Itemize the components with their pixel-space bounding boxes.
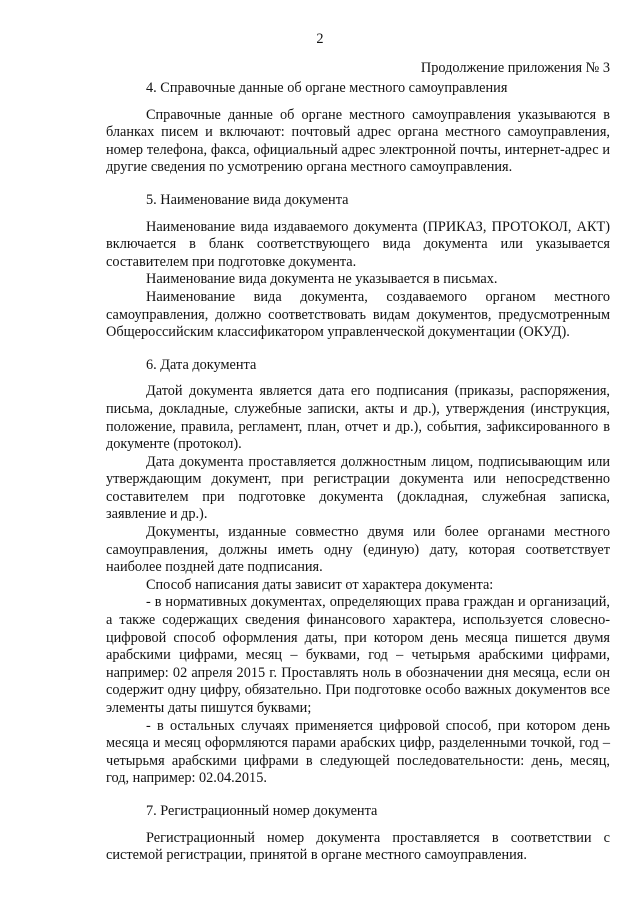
paragraph: Наименование вида документа, создаваемого органом местного самоуправления, должно соответствовать видам документов, предусмотренным Общероссийским классификатором управленческой документации (ОКУД). [106, 288, 610, 341]
paragraph: Способ написания даты зависит от характера документа: [146, 576, 494, 593]
page-number: 2 [316, 31, 324, 47]
section-heading: 7. Регистрационный номер документа [146, 802, 378, 819]
section-document-type [106, 192, 610, 342]
paragraph: Регистрационный номер документа проставляется в соответствии с системой регистрации, принятой в органе местного самоуправления. [106, 829, 610, 864]
paragraph: Наименование вида издаваемого документа (ПРИКАЗ, ПРОТОКОЛ, АКТ) включается в бланк соответствующего вида документа или указывается составителем при подготовке документа. [106, 218, 610, 270]
section-reference-data [106, 80, 610, 177]
paragraph: Справочные данные об органе местного самоуправления указываются в бланках писем и включают: почтовый адрес органа местного самоуправления, номер телефона, факса, официальный адрес электронной почты, интернет-адрес и другие сведения по усмотрению органа местного самоуправления. [106, 106, 610, 176]
section-document-date [106, 357, 610, 788]
document-body [106, 80, 610, 865]
list-item: - в нормативных документах, определяющих права граждан и организаций, а также содержащих сведения финансового характера, используется словесно-цифровой способ оформления даты, при котором день месяца пишется двумя арабскими цифрами, месяц – буквами, год – четырьмя арабскими цифрами, например: 02 апреля 2015 г. Проставлять ноль в обозначении дня месяца, если он содержит одну цифру, обязательно. При подготовке особо важных документов все элементы даты пишутся буквами; [106, 594, 610, 716]
section-heading: 5. Наименование вида документа [146, 191, 349, 208]
section-heading: 6. Дата документа [146, 356, 257, 373]
paragraph: Дата документа проставляется должностным лицом, подписывающим или утверждающим документ, при регистрации документа или непосредственно составителем при подготовке документа (докладная, служебная записка, заявление и др.). [106, 453, 610, 523]
section-registration-number [106, 803, 610, 865]
paragraph: Наименование вида документа не указывается в письмах. [146, 271, 498, 288]
paragraph: Документы, изданные совместно двумя или более органами местного самоуправления, должны иметь одну (единую) дату, которая соответствует наиболее поздней дате подписания. [106, 524, 610, 576]
paragraph: Датой документа является дата его подписания (приказы, распоряжения, письма, докладные, служебные записки, акты и др.), утверждения (инструкция, положение, правила, регламент, план, отчет и др.), события, зафиксированного в документе (протокол). [106, 383, 610, 453]
appendix-continuation-note: Продолжение приложения № 3 [420, 60, 610, 76]
section-heading: 4. Справочные данные об органе местного самоуправления [146, 80, 508, 96]
list-item: - в остальных случаях применяется цифровой способ, при котором день месяца и месяц оформляются парами арабских цифр, разделенными точкой, год – четырьмя арабскими цифрами в следующей последовательности: день, месяц, год, например: 02.04.2015. [106, 717, 610, 787]
